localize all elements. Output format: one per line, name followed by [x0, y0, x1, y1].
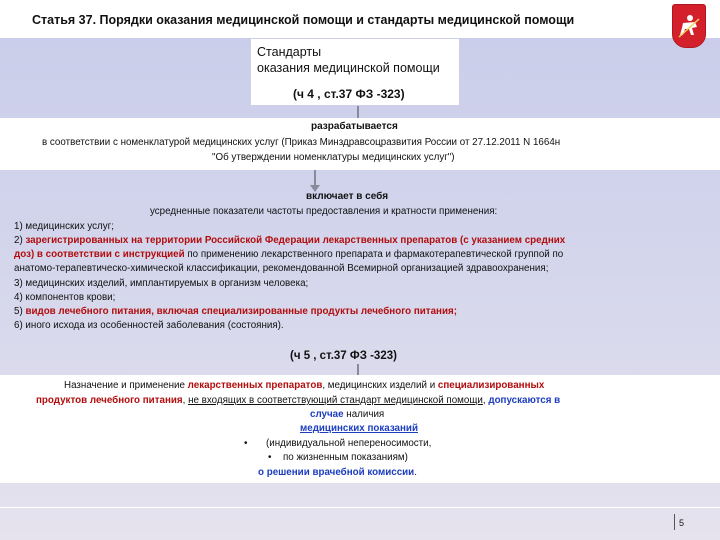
includes-item-2-cont: доз) в соответствии с инструкцией по применению лекарственного препарата и фармакотерапевтической группой по: [14, 249, 564, 260]
standards-reference: (ч 4 , ст.37 ФЗ -323): [293, 87, 405, 101]
slide-title: Статья 37. Порядки оказания медицинской помощи и стандарты медицинской помощи: [32, 13, 575, 27]
includes-item-6: 6) иного исхода из особенностей заболевания (состояния).: [14, 320, 284, 331]
includes-item-1: 1) медицинских услуг;: [14, 221, 114, 232]
page-number-divider: [674, 514, 675, 530]
standards-line1: Стандарты: [257, 45, 322, 59]
includes-item-4: 4) компонентов крови;: [14, 292, 116, 303]
includes-intro: усредненные показатели частоты предоставления и кратности применения:: [150, 206, 498, 217]
includes-label: включает в себя: [306, 191, 389, 202]
part5-bullet-1: (индивидуальной непереносимости,: [266, 438, 432, 449]
medical-indications-link: медицинских показаний: [300, 423, 418, 434]
standards-line2: оказания медицинской помощи: [257, 61, 440, 75]
page-number: 5: [679, 518, 685, 528]
part5-line3: случае наличия: [310, 409, 385, 420]
includes-item-3: 3) медицинских изделий, имплантируемых в организм человека;: [14, 278, 309, 289]
includes-item-2-cont2: анатомо-терапевтическо-химической классификации, рекомендованной Всемирной организацией здравоохранения;: [14, 263, 549, 274]
bullet-icon: •: [244, 438, 248, 449]
develop-text-line1: в соответствии с номенклатурой медицинских услуг (Приказ Минздравсоцразвития России от 27.12.2011 N 1664н: [42, 137, 561, 148]
footer-divider: [0, 507, 720, 508]
arrow-down-icon: [314, 170, 316, 186]
includes-item-2: 2) зарегистрированных на территории Российской Федерации лекарственных препаратов (с указанием средних: [14, 235, 566, 246]
develop-label: разрабатывается: [311, 121, 398, 132]
part5-line1: Назначение и применение лекарственных препаратов, медицинских изделий и специализированных: [64, 380, 545, 391]
standards-box: [250, 38, 460, 106]
part5-bullet-2: по жизненным показаниям): [283, 452, 408, 463]
moscow-coat-of-arms-icon: [672, 4, 706, 48]
includes-item-5: 5) видов лечебного питания, включая специализированные продукты лечебного питания;: [14, 306, 457, 317]
bullet-icon: •: [268, 452, 272, 463]
part5-reference: (ч 5 , ст.37 ФЗ -323): [290, 350, 397, 362]
part5-line2: продуктов лечебного питания, не входящих в соответствующий стандарт медицинской помощи, допускаются в: [36, 395, 561, 406]
slide-header: [0, 0, 720, 38]
develop-text-line2: "Об утверждении номенклатуры медицинских услуг"): [212, 152, 455, 163]
part5-line5: о решении врачебной комиссии.: [258, 467, 417, 478]
